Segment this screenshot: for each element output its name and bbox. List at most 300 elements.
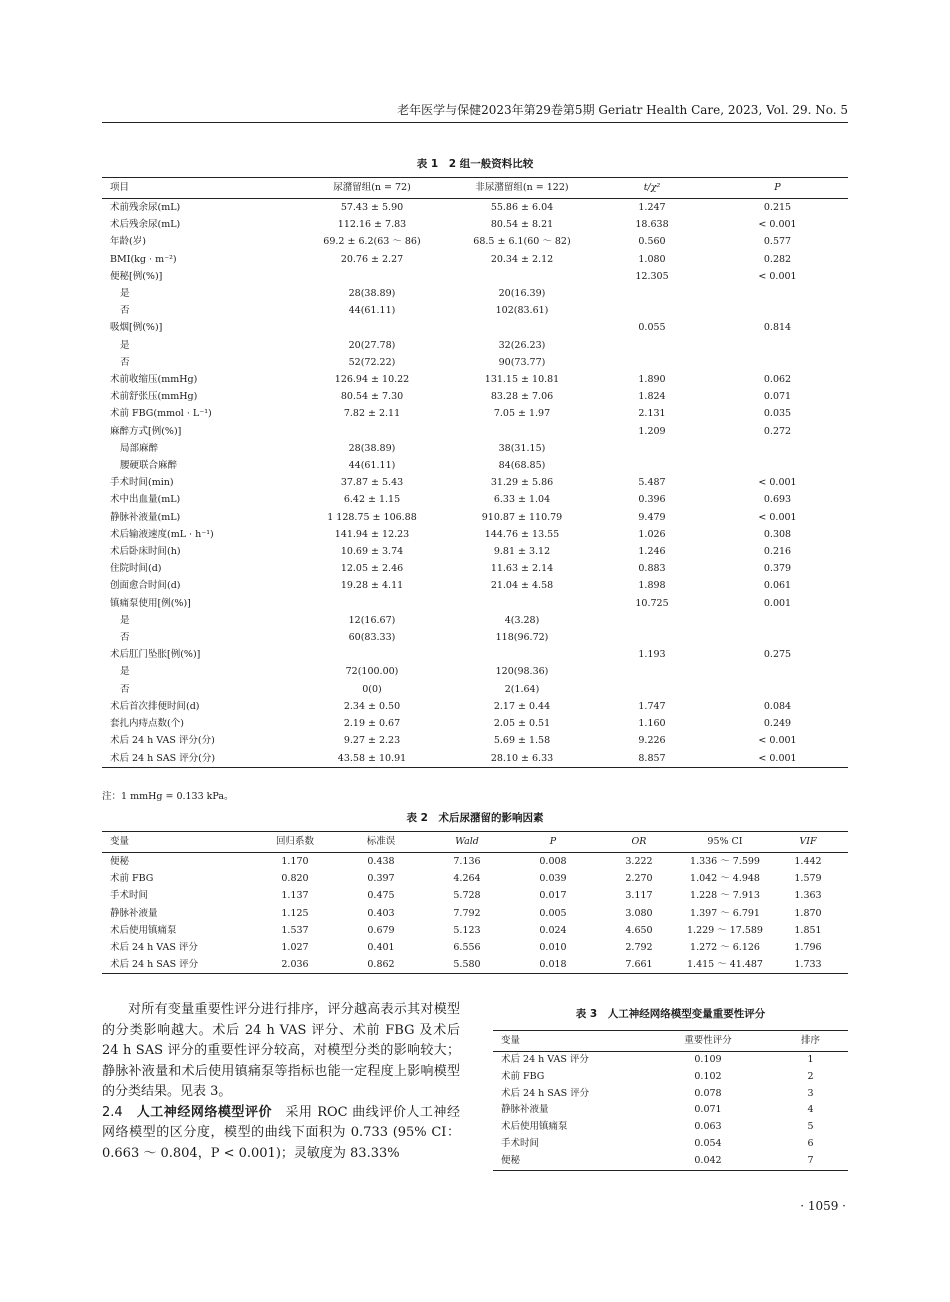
p-value: < 0.001 [758, 477, 797, 489]
retention-value: 2.34 ± 0.50 [343, 700, 401, 712]
retention-value: 43.58 ± 10.91 [297, 750, 447, 768]
p-value [707, 629, 848, 646]
table2-cell: 1.442 [794, 856, 822, 867]
row-label: 术前 FBG [110, 873, 154, 885]
table2-cell: 2.270 [625, 873, 653, 885]
p-value [707, 440, 848, 457]
table3-cell: 1 [807, 1054, 814, 1065]
nonretention-value: 118(96.72) [495, 632, 549, 644]
retention-value: 28(38.89) [348, 442, 396, 454]
row-label: 麻醉方式[例(%)] [110, 425, 182, 437]
table1-col-nonretention: 非尿潴留组(n = 122) [447, 178, 597, 199]
table3-cell: 0.078 [694, 1087, 722, 1099]
table1-row [102, 543, 848, 560]
table1-col-p: P [707, 178, 848, 199]
nonretention-value: 6.33 ± 1.04 [493, 494, 551, 506]
table2-cell: 3.117 [625, 890, 653, 902]
table1-header-row [102, 178, 848, 199]
header-rule [102, 122, 848, 123]
row-label: BMI(kg · m⁻²) [110, 253, 177, 265]
table1-row [102, 440, 848, 457]
row-label: 局部麻醉 [120, 442, 159, 454]
retention-value: 19.28 ± 4.11 [340, 580, 404, 592]
table3-cell: 3 [807, 1087, 814, 1099]
nonretention-value: 55.86 ± 6.04 [490, 202, 554, 213]
nonretention-value [447, 268, 597, 285]
table1-row [102, 268, 848, 285]
table2-cell: 0.438 [367, 856, 395, 867]
stat-value: 1.890 [638, 374, 666, 386]
table3-row [493, 1136, 848, 1153]
table2-cell: 0.039 [539, 873, 567, 885]
stat-value: 1.747 [638, 700, 666, 712]
stat-value: 9.226 [638, 735, 666, 747]
stat-value: 0.396 [638, 494, 666, 506]
table3 [493, 1030, 848, 1171]
stat-value [597, 440, 707, 457]
table1-row [102, 302, 848, 319]
table1-row [102, 560, 848, 577]
table2-cell: 0.005 [539, 907, 567, 919]
stat-value: 1.080 [638, 253, 666, 265]
table2-cell: 0.024 [539, 924, 567, 936]
table1-row [102, 681, 848, 698]
retention-value: 1 128.75 ± 106.88 [327, 511, 417, 523]
section-2-4 [102, 1103, 460, 1165]
p-value: 0.577 [763, 236, 792, 248]
table2-cell: 7.136 [453, 856, 481, 867]
stat-value: 1.246 [638, 546, 666, 558]
table2-row [102, 853, 848, 871]
p-value [707, 302, 848, 319]
table2-cell: 3.080 [625, 907, 653, 919]
table2-cell: 1.796 [794, 942, 822, 954]
p-value: 0.084 [763, 700, 792, 712]
nonretention-value: 102(83.61) [495, 305, 549, 317]
retention-value: 2.19 ± 0.67 [343, 718, 401, 730]
retention-value [297, 595, 447, 612]
p-value [707, 285, 848, 302]
retention-value: 72(100.00) [345, 666, 399, 678]
p-value [707, 457, 848, 474]
retention-value: 28(38.89) [348, 288, 396, 300]
nonretention-value: 84(68.85) [498, 460, 546, 472]
table2-header-row [102, 832, 848, 853]
row-label: 是 [120, 288, 130, 300]
row-label: 术后 24 h VAS 评分 [501, 1054, 589, 1065]
table1-row [102, 216, 848, 233]
table2-col-wald: Wald [424, 832, 510, 853]
row-label: 术后使用镇痛泵 [501, 1121, 568, 1133]
nonretention-value: 20(16.39) [498, 288, 546, 300]
p-value: 0.308 [763, 528, 792, 540]
p-value: < 0.001 [758, 270, 797, 282]
table1 [102, 177, 848, 768]
table2-row [102, 905, 848, 922]
table3-cell: 0.102 [694, 1070, 722, 1082]
table1-row [102, 646, 848, 663]
table2-cell: 1.042 ～ 4.948 [690, 873, 760, 885]
table1-note: 注：1 mmHg = 0.133 kPa。 [102, 791, 234, 802]
p-value [707, 354, 848, 371]
p-value: 0.275 [763, 649, 792, 661]
row-label: 是 [120, 666, 130, 678]
row-label: 否 [120, 632, 130, 644]
table2-cell: 0.679 [367, 924, 395, 936]
row-label: 术后肛门坠胀[例(%)] [110, 649, 201, 661]
retention-value: 126.94 ± 10.22 [334, 374, 410, 386]
table2 [102, 831, 848, 974]
table3-cell: 6 [807, 1137, 814, 1149]
retention-value: 7.82 ± 2.11 [343, 408, 401, 420]
row-label: 套扎内痔点数(个) [110, 718, 184, 730]
stat-value: 9.479 [638, 511, 666, 523]
table2-cell: 0.820 [281, 873, 309, 885]
row-label: 术前 FBG [501, 1070, 545, 1082]
nonretention-value: 68.5 ± 6.1(60 ～ 82) [473, 236, 571, 248]
stat-value: 0.883 [638, 563, 666, 575]
table2-cell: 1.851 [794, 924, 822, 936]
table2-cell: 1.415 ～ 41.487 [682, 956, 768, 974]
table3-cell: 0.063 [694, 1121, 722, 1133]
retention-value: 80.54 ± 7.30 [340, 391, 404, 403]
nonretention-value: 7.05 ± 1.97 [493, 408, 551, 420]
table2-col-or: OR [596, 832, 682, 853]
table2-cell: 0.017 [539, 890, 567, 902]
row-label: 手术时间 [110, 890, 149, 902]
table2-cell: 4.264 [453, 873, 481, 885]
row-label: 术前舒张压(mmHg) [110, 391, 198, 403]
p-value: 0.282 [763, 253, 792, 265]
table2-cell: 1.579 [794, 873, 822, 885]
stat-value: 8.857 [597, 750, 707, 768]
row-label: 术前 FBG(mmol · L⁻¹) [110, 408, 212, 420]
retention-value: 37.87 ± 5.43 [340, 477, 404, 489]
table2-cell: 0.018 [510, 956, 596, 974]
row-label: 术后 24 h SAS 评分(分) [102, 750, 297, 768]
table1-caption: 表 1 2 组一般资料比较 [416, 158, 534, 170]
table1-row [102, 595, 848, 612]
stat-value: 10.725 [635, 597, 669, 609]
table2-cell: 1.027 [281, 942, 309, 954]
table3-cell: 0.109 [694, 1054, 722, 1065]
table1-col-retention: 尿潴留组(n = 72) [297, 178, 447, 199]
row-label: 术前收缩压(mmHg) [110, 374, 198, 386]
p-value: < 0.001 [758, 735, 797, 747]
stat-value: 0.055 [638, 322, 666, 334]
row-label: 便秘 [493, 1153, 643, 1170]
row-label: 年龄(岁) [110, 236, 146, 248]
stat-value [597, 629, 707, 646]
stat-value [597, 302, 707, 319]
retention-value: 9.27 ± 2.23 [343, 735, 401, 747]
table2-row [102, 956, 848, 974]
p-value: < 0.001 [758, 219, 797, 231]
row-label: 吸烟[例(%)] [110, 322, 163, 334]
table1-row [102, 457, 848, 474]
table2-cell: 1.870 [794, 907, 822, 919]
row-label: 术后残余尿(mL) [110, 219, 181, 231]
table1-col-stat: t/χ² [597, 178, 707, 199]
row-label: 否 [120, 683, 130, 695]
stat-value [597, 337, 707, 354]
nonretention-value: 9.81 ± 3.12 [493, 546, 551, 558]
table3-cell: 4 [807, 1104, 814, 1116]
nonretention-value: 144.76 ± 13.55 [484, 528, 560, 540]
table2-col-vif: VIF [768, 832, 848, 853]
row-label: 术前残余尿(mL) [110, 202, 181, 213]
table2-row [102, 870, 848, 887]
p-value [707, 337, 848, 354]
table1-row [102, 251, 848, 268]
retention-value: 141.94 ± 12.23 [334, 528, 410, 540]
table2-cell: 0.397 [367, 873, 395, 885]
stat-value: 18.638 [635, 219, 669, 231]
retention-value [297, 423, 447, 440]
row-label: 术后使用镇痛泵 [110, 924, 177, 936]
p-value: 0.216 [763, 546, 792, 558]
nonretention-value [447, 319, 597, 336]
retention-value [297, 646, 447, 663]
table1-row [102, 405, 848, 422]
table2-cell: 1.125 [281, 907, 309, 919]
retention-value: 10.69 ± 3.74 [340, 546, 404, 558]
table1-row [102, 698, 848, 715]
table3-cell: 0.042 [643, 1153, 773, 1170]
table2-cell: 1.229 ～ 17.589 [687, 924, 763, 936]
p-value: 0.001 [763, 597, 792, 609]
nonretention-value: 11.63 ± 2.14 [490, 563, 554, 575]
row-label: 镇痛泵使用[例(%)] [110, 597, 191, 609]
table2-cell: 7.661 [596, 956, 682, 974]
row-label: 术后输液速度(mL · h⁻¹) [110, 528, 214, 540]
nonretention-value: 38(31.15) [498, 442, 546, 454]
table2-cell: 1.336 ～ 7.599 [690, 856, 760, 867]
row-label: 住院时间(d) [110, 563, 162, 575]
table2-col-variable: 变量 [102, 832, 252, 853]
table2-cell: 4.650 [625, 924, 653, 936]
table2-row [102, 922, 848, 939]
table2-row [102, 887, 848, 904]
table3-row [493, 1069, 848, 1086]
table3-cell: 5 [807, 1121, 814, 1133]
p-value: 0.379 [763, 563, 792, 575]
table3-cell: 2 [807, 1070, 814, 1082]
nonretention-value: 910.87 ± 110.79 [481, 511, 563, 523]
stat-value: 1.824 [638, 391, 666, 403]
p-value: < 0.001 [758, 511, 797, 523]
row-label: 术后卧床时间(h) [110, 546, 181, 558]
table2-col-se: 标准误 [338, 832, 424, 853]
stat-value [597, 354, 707, 371]
nonretention-value [447, 423, 597, 440]
table2-cell: 0.008 [539, 856, 567, 867]
nonretention-value: 120(98.36) [495, 666, 549, 678]
table3-col-score: 重要性评分 [643, 1031, 773, 1052]
row-label: 术后 24 h SAS 评分 [102, 956, 252, 974]
nonretention-value: 31.29 ± 5.86 [490, 477, 554, 489]
table3-row [493, 1052, 848, 1069]
table3-caption: 表 3 人工神经网络模型变量重要性评分 [575, 1008, 766, 1020]
table2-row [102, 939, 848, 956]
table1-row [102, 371, 848, 388]
table2-cell: 1.170 [281, 856, 309, 867]
row-label: 术后 24 h SAS 评分 [501, 1087, 590, 1099]
row-label: 静脉补液量 [110, 907, 158, 919]
row-label: 否 [120, 356, 130, 368]
stat-value [597, 285, 707, 302]
stat-value: 2.131 [638, 408, 666, 420]
table1-row [102, 612, 848, 629]
p-value: < 0.001 [707, 750, 848, 768]
table2-col-coef: 回归系数 [252, 832, 338, 853]
retention-value [297, 319, 447, 336]
table1-row [102, 337, 848, 354]
body-text [102, 1000, 460, 1164]
nonretention-value: 80.54 ± 8.21 [490, 219, 554, 231]
table1-row [102, 732, 848, 749]
table3-row [493, 1086, 848, 1103]
retention-value: 52(72.22) [348, 356, 396, 368]
nonretention-value: 4(3.28) [504, 614, 540, 626]
table2-cell: 5.123 [453, 924, 481, 936]
row-label: 手术时间 [501, 1137, 540, 1149]
nonretention-value: 21.04 ± 4.58 [490, 580, 554, 592]
row-label: 术后 24 h VAS 评分 [110, 942, 198, 954]
p-value [707, 663, 848, 680]
table2-cell: 1.537 [281, 924, 309, 936]
p-value: 0.693 [763, 494, 792, 506]
stat-value: 1.209 [638, 425, 666, 437]
retention-value: 12(16.67) [348, 614, 396, 626]
table2-cell: 2.792 [625, 942, 653, 954]
p-value: 0.272 [763, 425, 792, 437]
running-header: 老年医学与保健2023年第29卷第5期 Geriatr Health Care, 2023, Vol. 29. No. 5 [397, 103, 848, 117]
table2-cell: 2.036 [252, 956, 338, 974]
table1-row [102, 319, 848, 336]
p-value: 0.249 [763, 718, 792, 730]
stat-value: 12.305 [635, 270, 669, 282]
table3-col-rank: 排序 [773, 1031, 848, 1052]
retention-value: 12.05 ± 2.46 [340, 563, 404, 575]
table2-cell: 1.397 ～ 6.791 [690, 907, 760, 919]
table3-cell: 0.071 [694, 1104, 722, 1116]
table1-row [102, 491, 848, 508]
table2-cell: 1.272 ～ 6.126 [690, 942, 760, 954]
table1-row [102, 388, 848, 405]
stat-value [597, 663, 707, 680]
table1-row [102, 233, 848, 250]
table1-row [102, 526, 848, 543]
nonretention-value: 2.17 ± 0.44 [493, 700, 551, 712]
nonretention-value [447, 646, 597, 663]
table1-col-item: 项目 [102, 178, 297, 199]
row-label: 术后首次排便时间(d) [110, 700, 200, 712]
table1-row [102, 354, 848, 371]
retention-value: 60(83.33) [348, 632, 396, 644]
row-label: 是 [120, 614, 130, 626]
table2-cell: 0.862 [338, 956, 424, 974]
retention-value: 0(0) [362, 683, 382, 695]
row-label: 便秘 [110, 856, 130, 867]
table2-cell: 5.580 [424, 956, 510, 974]
retention-value: 69.2 ± 6.2(63 ～ 86) [323, 236, 421, 248]
row-label: 静脉补液量 [501, 1104, 549, 1116]
table1-row [102, 663, 848, 680]
table3-row [493, 1153, 848, 1170]
row-label: 便秘[例(%)] [110, 270, 163, 282]
table3-cell: 7 [773, 1153, 848, 1170]
table2-cell: 7.792 [453, 907, 481, 919]
table2-cell: 1.137 [281, 890, 309, 902]
nonretention-value: 20.34 ± 2.12 [490, 253, 554, 265]
row-label: 是 [120, 339, 130, 351]
nonretention-value: 28.10 ± 6.33 [447, 750, 597, 768]
p-value: 0.062 [763, 374, 792, 386]
stat-value: 0.560 [638, 236, 666, 248]
nonretention-value: 131.15 ± 10.81 [484, 374, 560, 386]
p-value: 0.814 [763, 322, 792, 334]
table2-cell: 0.401 [367, 942, 395, 954]
stat-value: 1.898 [638, 580, 666, 592]
table1-row [102, 577, 848, 594]
stat-value [597, 612, 707, 629]
row-label: 创面愈合时间(d) [110, 580, 181, 592]
section-number: 2.4 [102, 1104, 123, 1120]
table2-cell: 0.403 [367, 907, 395, 919]
row-label: 术中出血量(mL) [110, 494, 181, 506]
nonretention-value: 83.28 ± 7.06 [490, 391, 554, 403]
table1-row [102, 199, 848, 217]
section-title: 人工神经网络模型评价 [136, 1104, 272, 1120]
row-label: 静脉补液量(mL) [110, 511, 181, 523]
stat-value: 1.193 [638, 649, 666, 661]
retention-value: 6.42 ± 1.15 [343, 494, 401, 506]
retention-value: 57.43 ± 5.90 [340, 202, 404, 213]
stat-value: 1.247 [638, 202, 666, 213]
nonretention-value: 90(73.77) [498, 356, 546, 368]
row-label: 术后 24 h VAS 评分(分) [110, 735, 215, 747]
stat-value: 5.487 [638, 477, 666, 489]
table2-cell: 3.222 [625, 856, 653, 867]
p-value: 0.061 [763, 580, 792, 592]
table2-cell: 1.363 [794, 890, 822, 902]
retention-value: 20.76 ± 2.27 [340, 253, 404, 265]
table3-cell: 0.054 [694, 1137, 722, 1149]
table3-row [493, 1102, 848, 1119]
paragraph-1: 对所有变量重要性评分进行排序，评分越高表示其对模型的分类影响越大。术后 24 h VAS 评分、术前 FBG 及术后 24 h SAS 评分的重要性评分较高，对模型分类的影响较大；静脉补液量和术后使用镇痛泵等指标也能一定程度上影响模型的分类结果。见表 3。 [102, 1002, 460, 1099]
table1-row [102, 509, 848, 526]
table2-cell: 0.010 [539, 942, 567, 954]
stat-value: 1.026 [638, 528, 666, 540]
table3-header-row [493, 1031, 848, 1052]
nonretention-value [447, 595, 597, 612]
table1-row [102, 629, 848, 646]
retention-value [297, 268, 447, 285]
retention-value: 20(27.78) [348, 339, 396, 351]
retention-value: 44(61.11) [348, 305, 396, 317]
table2-cell: 0.475 [367, 890, 395, 902]
nonretention-value: 5.69 ± 1.58 [493, 735, 551, 747]
table1-row [102, 423, 848, 440]
row-label: 腰硬联合麻醉 [120, 460, 178, 472]
table2-col-ci: 95% CI [682, 832, 768, 853]
stat-value [597, 681, 707, 698]
row-label: 否 [120, 305, 130, 317]
p-value [707, 681, 848, 698]
table1-row [102, 750, 848, 768]
table1-row [102, 474, 848, 491]
